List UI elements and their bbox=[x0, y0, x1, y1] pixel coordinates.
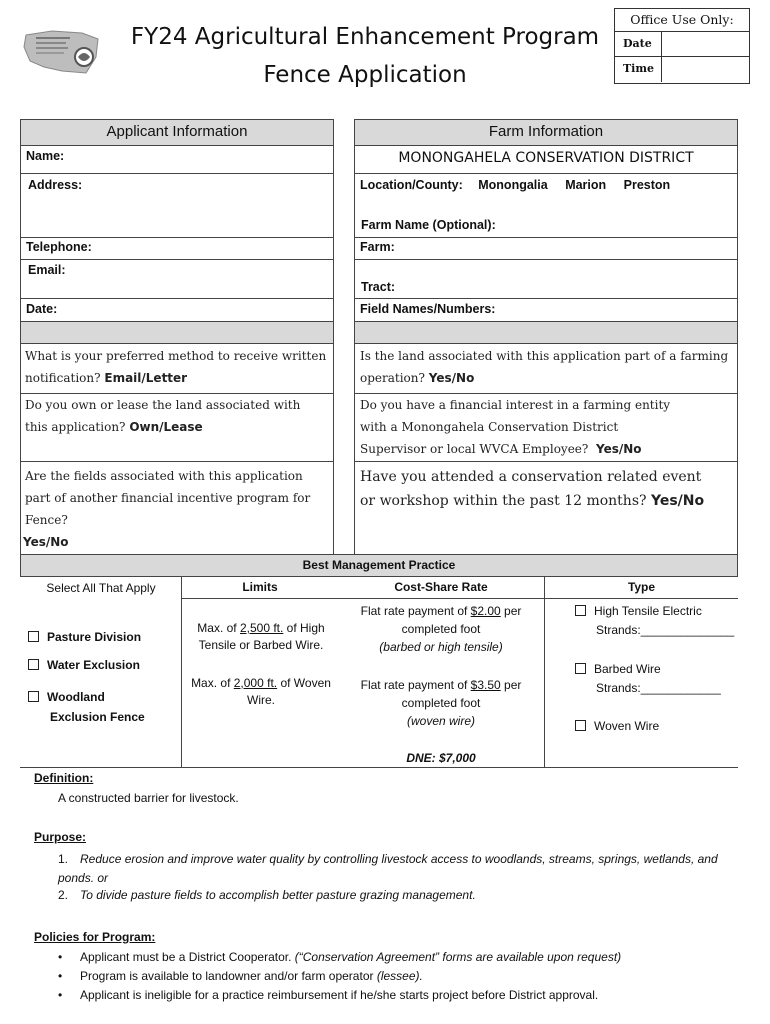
county-monongalia: Monongalia bbox=[478, 178, 548, 192]
rate-barbed-tensile: Flat rate payment of $2.00 per completed foot (barbed or high tensile) bbox=[360, 604, 522, 654]
type-barbed-wire[interactable]: Barbed Wire Strands:____________ bbox=[575, 660, 721, 698]
farm-info-header: Farm Information bbox=[488, 123, 604, 140]
type-high-tensile[interactable]: High Tensile Electric Strands:______________ bbox=[575, 602, 734, 640]
policy-item-3: • Applicant is ineligible for a practice reimbursement if he/she starts project before District approval. bbox=[58, 988, 599, 1002]
answer-yes-no: Yes/No bbox=[650, 493, 705, 509]
county-marion: Marion bbox=[565, 178, 607, 192]
purpose-heading: Purpose: bbox=[34, 830, 87, 844]
definition-heading: Definition: bbox=[34, 771, 94, 785]
option-pasture-division[interactable]: Pasture Division bbox=[28, 630, 141, 644]
office-date-row bbox=[615, 31, 749, 57]
answer-email-letter: Email/Letter bbox=[104, 371, 188, 385]
form-title: FY24 Agricultural Enhancement Program bbox=[130, 24, 600, 50]
office-date-label: Date bbox=[615, 32, 662, 57]
question-conservation-event: Have you attended a conservation related event or workshop within the past 12 months? Yes/No bbox=[360, 469, 705, 509]
answer-yes-no: Yes/No bbox=[596, 442, 642, 456]
office-use-heading: Office Use Only: bbox=[630, 12, 734, 27]
farm-name-label: Farm Name (Optional): bbox=[361, 218, 496, 232]
name-field-label: Name: bbox=[26, 149, 65, 163]
question-notification: What is your preferred method to receive written notification? Email/Letter bbox=[25, 349, 327, 385]
question-own-lease: Do you own or lease the land associated with this application? Own/Lease bbox=[25, 398, 301, 434]
farm-label: Farm: bbox=[360, 240, 395, 254]
address-field-label: Address: bbox=[28, 178, 83, 192]
field-names-label: Field Names/Numbers: bbox=[360, 302, 496, 316]
applicant-info-header: Applicant Information bbox=[106, 123, 248, 140]
question-incentive-program: Are the fields associated with this application part of another financial incentive program for Fence? Yes/No bbox=[23, 469, 311, 549]
office-use-box bbox=[614, 8, 750, 84]
answer-own-lease: Own/Lease bbox=[129, 420, 203, 434]
bmp-col-type: Type bbox=[627, 580, 656, 594]
location-county-row bbox=[360, 178, 730, 192]
bmp-col-select: Select All That Apply bbox=[46, 581, 156, 595]
question-financial-interest: Do you have a financial interest in a farming entity with a Monongahela Conservation District Supervisor or local WVCA Employee? Yes/No bbox=[360, 398, 671, 456]
policy-item-2: • Program is available to landowner and/or farm operator (lessee). bbox=[58, 969, 423, 983]
email-field-label: Email: bbox=[28, 263, 66, 277]
checkbox-icon[interactable] bbox=[28, 631, 39, 642]
bmp-col-limits: Limits bbox=[242, 580, 278, 594]
dne-amount: DNE: $7,000 bbox=[406, 751, 476, 765]
form-subtitle: Fence Application bbox=[263, 62, 467, 88]
question-farming-operation: Is the land associated with this application part of a farming operation? Yes/No bbox=[360, 349, 729, 385]
option-woodland-exclusion[interactable]: Woodland Exclusion Fence bbox=[28, 687, 145, 727]
checkbox-icon[interactable] bbox=[575, 663, 586, 674]
county-preston: Preston bbox=[623, 178, 671, 192]
bmp-col-rate: Cost-Share Rate bbox=[394, 580, 488, 594]
conservation-district-logo-icon bbox=[22, 27, 102, 77]
purpose-item-2: 2. To divide pasture fields to accomplish better pasture grazing management. bbox=[58, 888, 476, 902]
office-time-label: Time bbox=[615, 57, 662, 82]
option-water-exclusion[interactable]: Water Exclusion bbox=[28, 658, 140, 672]
tract-label: Tract: bbox=[361, 280, 396, 294]
checkbox-icon[interactable] bbox=[28, 691, 39, 702]
answer-yes-no: Yes/No bbox=[428, 371, 475, 385]
definition-text: A constructed barrier for livestock. bbox=[58, 791, 239, 805]
purpose-item-1: 1. Reduce erosion and improve water quality by controlling livestock access to woodlands, streams, springs, wetlands, and ponds. or bbox=[58, 852, 718, 885]
limit-high-tensile: Max. of 2,500 ft. of High Tensile or Barbed Wire. bbox=[197, 621, 325, 652]
policy-item-1: • Applicant must be a District Cooperator. (“Conservation Agreement” forms are available upon request) bbox=[58, 950, 622, 964]
date-field-label: Date: bbox=[26, 302, 58, 316]
bmp-header: Best Management Practice bbox=[302, 558, 456, 572]
rate-woven-wire: Flat rate payment of $3.50 per completed foot (woven wire) bbox=[360, 678, 522, 728]
office-time-row bbox=[615, 56, 749, 82]
policies-heading: Policies for Program: bbox=[34, 930, 156, 944]
checkbox-icon[interactable] bbox=[575, 720, 586, 731]
checkbox-icon[interactable] bbox=[575, 605, 586, 616]
type-woven-wire[interactable]: Woven Wire bbox=[575, 719, 659, 733]
answer-yes-no: Yes/No bbox=[23, 535, 69, 549]
location-county-label: Location/County: bbox=[360, 178, 463, 192]
limit-woven-wire: Max. of 2,000 ft. of Woven Wire. bbox=[191, 676, 331, 707]
telephone-field-label: Telephone: bbox=[26, 240, 92, 254]
checkbox-icon[interactable] bbox=[28, 659, 39, 670]
district-name: MONONGAHELA CONSERVATION DISTRICT bbox=[398, 150, 694, 166]
